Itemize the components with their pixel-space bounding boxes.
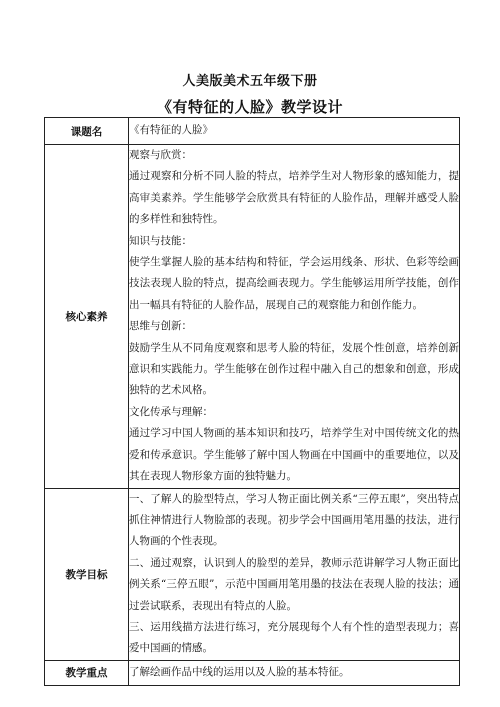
- core-literacy-paragraph-skills: 使学生掌握人脸的基本结构和特征，学会运用线条、形状、色彩等绘画技法表现人脸的特点，提高绘画表现力。学生能够运用所学技能，创作出一幅具有特征的人脸作品，展现自己的观察能力和创作能力。: [129, 256, 459, 311]
- core-literacy-heading-culture: 文化传承与理解：: [129, 405, 213, 418]
- teaching-goals-content: [129, 488, 460, 660]
- teaching-goal-2: 二、通过观察，认识到人的脸型的差异，教师示范讲解学习人物正面比例关系“三停五眼”，示范中国画用笔用墨的技法在表现人脸的技法；通过尝试联系，表现出有特点的人脸。: [129, 556, 459, 612]
- core-literacy-content: [129, 145, 460, 489]
- core-literacy-label: 核心素养: [45, 145, 129, 489]
- lesson-plan-table: [44, 117, 460, 686]
- lesson-name-value: 《有特征的人脸》: [129, 118, 460, 145]
- table-row-lesson-name: [45, 118, 460, 145]
- core-literacy-heading-observation: 观察与欣赏：: [129, 149, 192, 161]
- document-title: 人美版美术五年级下册: [182, 74, 318, 89]
- teaching-goals-label: 教学目标: [45, 488, 129, 660]
- table-row-core-literacy: [45, 145, 460, 489]
- table-row-teaching-goals: [45, 488, 460, 660]
- document-subtitle: 《有特征的人脸》教学设计: [156, 98, 343, 116]
- key-points-value: 了解绘画作品中线的运用以及人脸的基本特征。: [129, 660, 460, 685]
- core-literacy-heading-innovation: 思维与创新：: [129, 320, 192, 333]
- table-row-key-points: [45, 660, 460, 685]
- core-literacy-heading-skills: 知识与技能：: [129, 234, 192, 247]
- core-literacy-paragraph-innovation: 鼓励学生从不同角度观察和思考人脸的特征，发展个性创意，培养创新意识和实践能力。学生能够在创作过程中融入自己的想象和创意，形成独特的艺术风格。: [129, 341, 459, 397]
- lesson-name-label: 课题名: [45, 118, 129, 145]
- teaching-goal-3: 三、运用线描方法进行练习，充分展现每个人有个性的造型表现力；喜爱中国画的情感。: [129, 620, 459, 655]
- teaching-goal-1: 一、了解人的脸型特点，学习人物正面比例关系“三停五眼”，突出特点抓住神情进行人物脸部的表现。初步学会中国画用笔用墨的技法，进行人物画的个性表现。: [129, 492, 459, 548]
- core-literacy-paragraph-culture: 通过学习中国人物画的基本知识和技巧，培养学生对中国传统文化的热爱和传承意识。学生能够了解中国人物画在中国画中的重要地位，以及其在表现人物形象方面的独特魅力。: [129, 427, 459, 483]
- core-literacy-paragraph-observation: 通过观察和分析不同人脸的特点，培养学生对人物形象的感知能力，提高审美素养。学生能够学会欣赏具有特征的人脸作品，理解并感受人脸的多样性和独特性。: [129, 170, 459, 226]
- key-points-label: 教学重点: [45, 660, 129, 685]
